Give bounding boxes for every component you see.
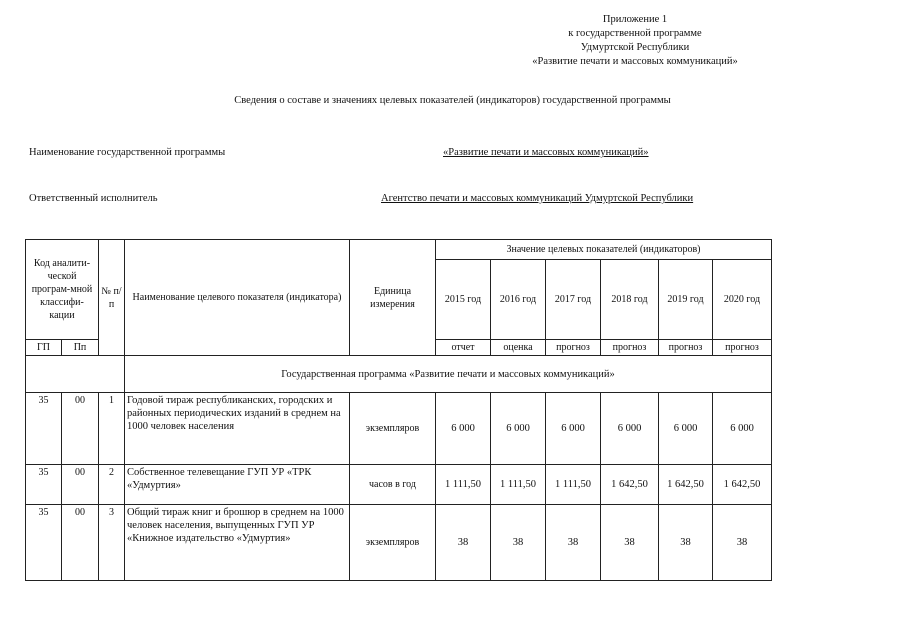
row-indicator-name: Общий тираж книг и брошюр в среднем на 1000 человек населения, выпущенных ГУП УР «Книжное издательство «Удмуртия» <box>125 505 350 581</box>
row-value: 38 <box>713 505 772 581</box>
row-gp: 35 <box>26 393 62 465</box>
row-value: 1 642,50 <box>713 465 772 505</box>
row-value: 6 000 <box>436 393 491 465</box>
row-pp: 00 <box>62 393 99 465</box>
row-value: 6 000 <box>491 393 546 465</box>
header-pp: Пп <box>62 340 99 356</box>
row-value: 6 000 <box>601 393 659 465</box>
row-gp: 35 <box>26 505 62 581</box>
header-indicator-name: Наименование целевого показателя (индикатора) <box>125 240 350 356</box>
program-name-label: Наименование государственной программы <box>29 147 226 158</box>
row-number: 3 <box>99 505 125 581</box>
section-title: Государственная программа «Развитие печати и массовых коммуникаций» <box>125 356 772 393</box>
header-unit: Единица измерения <box>350 240 436 356</box>
row-gp: 35 <box>26 465 62 505</box>
header-kind: прогноз <box>713 340 772 356</box>
document-title: Сведения о составе и значениях целевых показателей (индикаторов) государственной программы <box>234 95 671 106</box>
header-year: 2017 год <box>546 260 601 340</box>
appendix-header <box>495 13 775 69</box>
row-value: 1 642,50 <box>659 465 713 505</box>
header-values: Значение целевых показателей (индикаторов) <box>436 240 772 260</box>
executor-label: Ответственный исполнитель <box>29 193 158 204</box>
appendix-line-3: Удмуртской Республики <box>580 42 690 53</box>
row-value: 1 111,50 <box>491 465 546 505</box>
header-year: 2015 год <box>436 260 491 340</box>
header-year: 2019 год <box>659 260 713 340</box>
header-kind: прогноз <box>546 340 601 356</box>
header-year: 2018 год <box>601 260 659 340</box>
row-number: 1 <box>99 393 125 465</box>
row-number: 2 <box>99 465 125 505</box>
row-pp: 00 <box>62 465 99 505</box>
row-value: 38 <box>436 505 491 581</box>
row-unit: часов в год <box>350 465 436 505</box>
row-value: 1 111,50 <box>436 465 491 505</box>
header-gp: ГП <box>26 340 62 356</box>
row-unit: экземпляров <box>350 393 436 465</box>
appendix-line-1: Приложение 1 <box>602 14 668 25</box>
row-value: 1 642,50 <box>601 465 659 505</box>
row-value: 38 <box>659 505 713 581</box>
row-indicator-name: Собственное телевещание ГУП УР «ТРК «Удмуртия» <box>125 465 350 505</box>
header-year: 2016 год <box>491 260 546 340</box>
program-name-value: «Развитие печати и массовых коммуникаций» <box>443 147 649 158</box>
header-kind: отчет <box>436 340 491 356</box>
header-kind: прогноз <box>601 340 659 356</box>
row-value: 38 <box>601 505 659 581</box>
row-value: 6 000 <box>546 393 601 465</box>
row-indicator-name: Годовой тираж республиканских, городских и районных периодических изданий в среднем на 1000 человек населения <box>125 393 350 465</box>
appendix-line-4: «Развитие печати и массовых коммуникаций» <box>532 56 738 67</box>
header-kind: оценка <box>491 340 546 356</box>
header-year: 2020 год <box>713 260 772 340</box>
row-value: 38 <box>546 505 601 581</box>
indicators-table <box>25 239 772 581</box>
header-number: № п/п <box>99 240 125 356</box>
row-value: 1 111,50 <box>546 465 601 505</box>
row-value: 6 000 <box>713 393 772 465</box>
executor-value: Агентство печати и массовых коммуникаций Удмуртской Республики <box>381 193 694 204</box>
row-value: 6 000 <box>659 393 713 465</box>
header-kind: прогноз <box>659 340 713 356</box>
appendix-line-2: к государственной программе <box>568 28 702 39</box>
header-code: Код аналити-ческой програм-мной классифи-кации <box>26 240 99 340</box>
row-pp: 00 <box>62 505 99 581</box>
row-unit: экземпляров <box>350 505 436 581</box>
row-value: 38 <box>491 505 546 581</box>
